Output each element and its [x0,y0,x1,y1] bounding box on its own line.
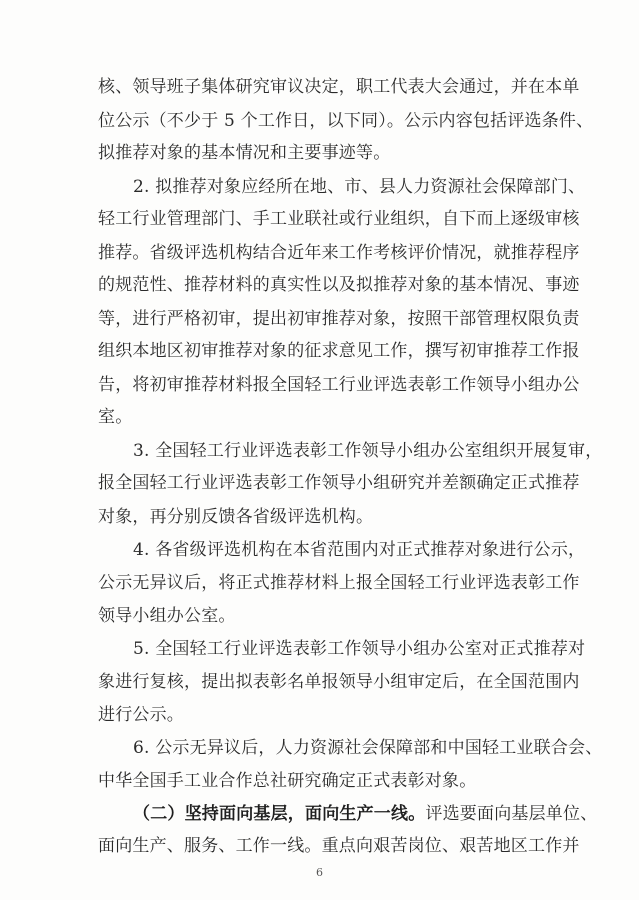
text-line: 报全国轻工行业评选表彰工作领导小组研究并差额确定正式推荐 [98,473,580,493]
text-line: 轻工行业管理部门、手工业联社或行业组织，自下而上逐级审核 [98,209,580,229]
text-line: 面向生产、服务、工作一线。重点向艰苦岗位、艰苦地区工作并 [98,836,580,856]
text-line: 6. 公示无异议后，人力资源社会保障部和中国轻工业联合会、 [133,738,603,758]
text-line: 位公示（不少于 5 个工作日，以下同）。公示内容包括评选条件、 [98,111,594,131]
text-line: 推荐。省级评选机构结合近年来工作考核评价情况，就推荐程序 [98,243,580,263]
text-line: 领导小组办公室。 [98,606,236,626]
text-line: 组织本地区初审推荐对象的征求意见工作，撰写初审推荐工作报 [98,341,580,361]
text-line: 5. 全国轻工行业评选表彰工作领导小组办公室对正式推荐对 [133,639,586,659]
text-line: 评选要面向基层单位、 [425,804,598,824]
text-line: 3. 全国轻工行业评选表彰工作领导小组办公室组织开展复审， [133,441,603,461]
text-line: 4. 各省级评选机构在本省范围内对正式推荐对象进行公示， [133,540,586,560]
text-line: 象进行复核，提出拟表彰名单报领导小组审定后，在全国范围内 [98,672,580,692]
page-number: 6 [316,866,323,879]
text-line: 对象，再分别反馈各省级评选机构。 [98,507,374,527]
text-line: 公示无异议后，将正式推荐材料上报全国轻工行业评选表彰工作 [98,573,580,593]
text-line: 告，将初审推荐材料报全国轻工行业评选表彰工作领导小组办公 [98,375,580,395]
text-line: 进行公示。 [98,705,184,725]
text-line: 拟推荐对象的基本情况和主要事迹等。 [98,143,391,163]
text-line: 2. 拟推荐对象应经所在地、市、县人力资源社会保障部门、 [133,177,586,197]
text-line: 中华全国手工业合作总社研究确定正式表彰对象。 [98,771,477,791]
text-line: 室。 [98,407,133,427]
section-heading-line [133,802,597,826]
text-line: 核、领导班子集体研究审议决定，职工代表大会通过，并在本单 [98,77,580,97]
text-line: 的规范性、推荐材料的真实性以及拟推荐对象的基本情况、事迹 [98,275,580,295]
section-heading: （二）坚持面向基层，面向生产一线。 [133,804,426,824]
text-line: 等，进行严格初审，提出初审推荐对象，按照干部管理权限负责 [98,309,580,329]
